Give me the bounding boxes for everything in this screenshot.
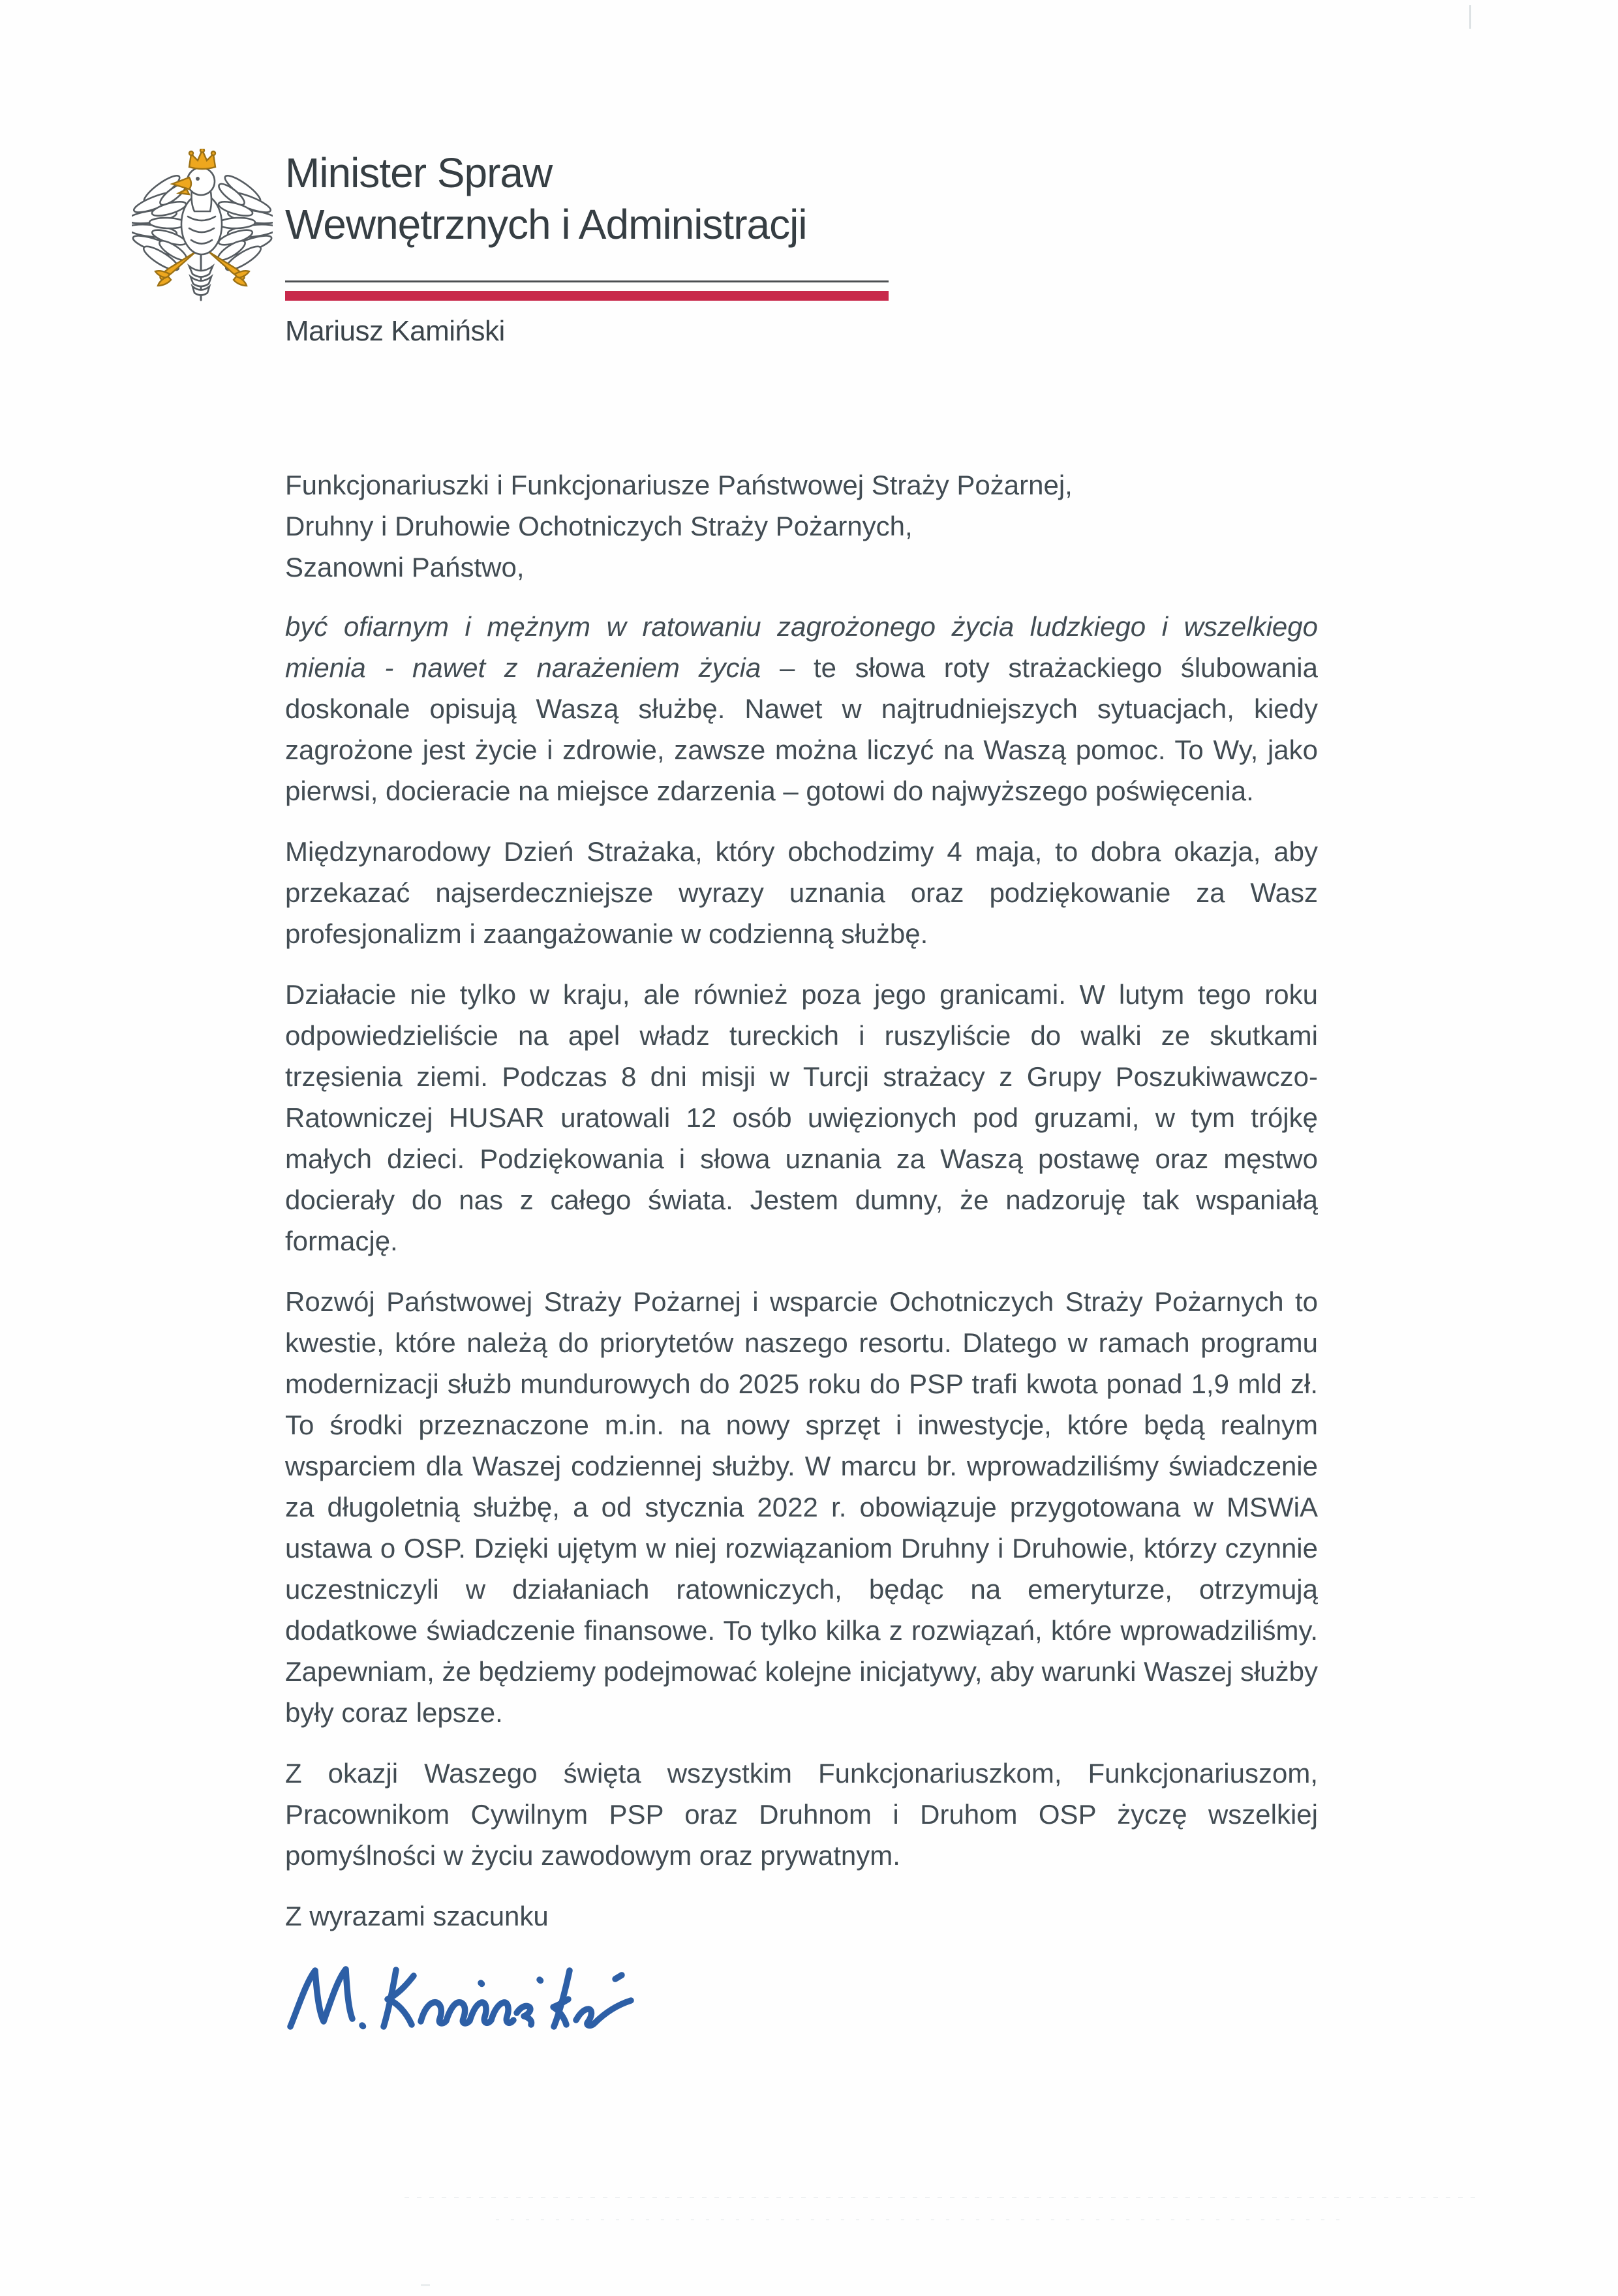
paragraph-oath-rest: – te słowa roty strażackiego ślubowania doskonale opisują Waszą służbę. Nawet w najtrudniejszych sytuacjach, kiedy zagrożone jest życie i zdrowie, zawsze można liczyć na Waszą pomoc. To Wy, jako pierwsi, docieracie na miejsce zdarzenia – gotowi do najwyższego poświęcenia.	[285, 652, 1318, 806]
scan-artifact	[404, 2197, 1481, 2198]
letterhead-rule-red	[285, 291, 889, 301]
salutation-line: Funkcjonariuszki i Funkcjonariusze Państwowej Straży Pożarnej,	[285, 470, 1073, 500]
scan-artifact	[496, 2219, 1344, 2220]
salutation-line: Druhny i Druhowie Ochotniczych Straży Pożarnych,	[285, 511, 913, 541]
letter-body	[285, 464, 1318, 2040]
ministry-title-line1: Minister Spraw	[285, 149, 553, 196]
scan-artifact	[421, 2284, 430, 2286]
scan-artifact	[1469, 5, 1471, 29]
minister-name: Mariusz Kamiński	[285, 315, 505, 347]
coat-of-arms-eagle-icon	[132, 149, 273, 307]
salutation-line: Szanowni Państwo,	[285, 552, 525, 582]
paragraph-oath	[285, 606, 1318, 811]
paragraph-modernization: Rozwój Państwowej Straży Pożarnej i wsparcie Ochotniczych Straży Pożarnych to kwestie, które należą do priorytetów naszego resortu. Dlatego w ramach programu modernizacji służb mundurowych do 2025 roku do PSP trafi kwota ponad 1,9 mld zł. To środki przeznaczone m.in. na nowy sprzęt i inwestycje, które będą realnym wsparciem dla Waszej codziennej służby. W marcu br. wprowadziliśmy świadczenie za długoletnią służbę, a od stycznia 2022 r. obowiązuje przygotowana w MSWiA ustawa o OSP. Dzięki ujętym w niej rozwiązaniom Druhny i Druhowie, którzy czynnie uczestniczyli w działaniach ratowniczych, będąc na emeryturze, otrzymują dodatkowe świadczenie finansowe. To tylko kilka z rozwiązań, które wprowadziliśmy. Zapewniam, że będziemy podejmować kolejne inicjatywy, aby warunki Waszej służby były coraz lepsze.	[285, 1286, 1318, 1728]
salutation	[285, 464, 1318, 588]
ministry-title	[285, 147, 807, 250]
oath-quote-italic: być ofiarnym i mężnym w ratowaniu zagrożonego życia ludzkiego i wszelkiego mienia - nawet z narażeniem życia	[285, 611, 1318, 683]
paragraph-turkey-mission: Działacie nie tylko w kraju, ale również poza jego granicami. W lutym tego roku odpowiedzieliście na apel władz tureckich i ruszyliście do walki ze skutkami trzęsienia ziemi. Podczas 8 dni misji w Turcji strażacy z Grupy Poszukiwawczo-Ratowniczej HUSAR uratowali 12 osób uwięzionych pod gruzami, w tym trójkę małych dzieci. Podziękowania i słowa uznania za Waszą postawę oraz męstwo docierały do nas z całego świata. Jestem dumny, że nadzoruję tak wspaniałą formację.	[285, 979, 1318, 1256]
closing-line: Z wyrazami szacunku	[285, 1901, 549, 1931]
signature-handwriting	[285, 1961, 637, 2040]
letterhead-rule-gray	[285, 280, 889, 282]
ministry-title-line2: Wewnętrznych i Administracji	[285, 201, 807, 248]
paragraph-firefighters-day: Międzynarodowy Dzień Strażaka, który obchodzimy 4 maja, to dobra okazja, aby przekazać najserdeczniejsze wyrazy uznania oraz podziękowanie za Wasz profesjonalizm i zaangażowanie w codzienną służbę.	[285, 836, 1318, 949]
paragraph-wishes: Z okazji Waszego święta wszystkim Funkcjonariuszkom, Funkcjonariuszom, Pracownikom Cywilnym PSP oraz Druhnom i Druhom OSP życzę wszelkiej pomyślności w życiu zawodowym oraz prywatnym.	[285, 1758, 1318, 1871]
